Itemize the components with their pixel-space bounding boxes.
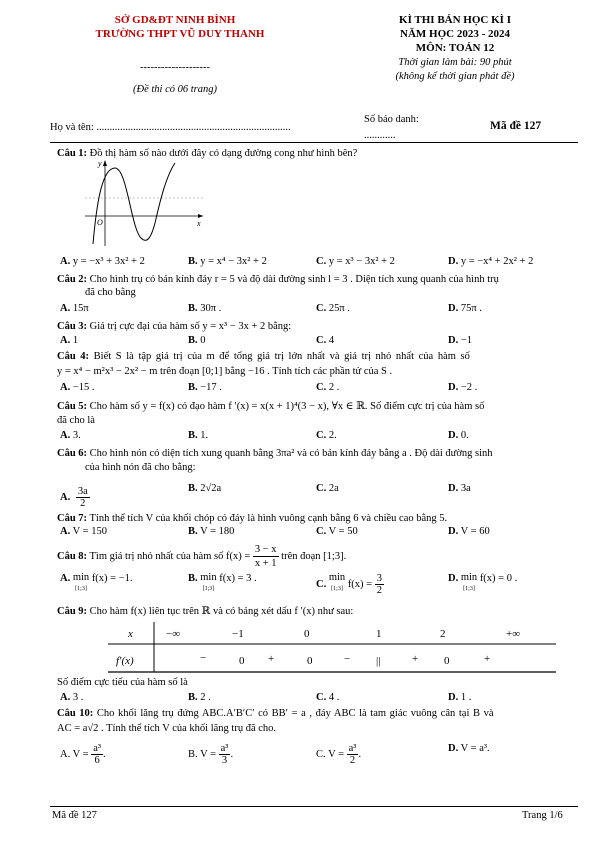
table-x-neg-inf: −∞ xyxy=(166,628,181,640)
min-operator xyxy=(329,573,345,594)
graph-x-label: x xyxy=(197,219,201,228)
question-6-cont: của hình nón đã cho bằng: xyxy=(85,462,196,473)
q10-option-c[interactable]: C. V = $\frac{\text{a³}}{2}$ . xyxy=(316,743,362,766)
question-2 xyxy=(57,273,577,286)
q1-graph xyxy=(85,158,205,248)
pages-note: (Đề thi có 06 trang) xyxy=(133,84,217,95)
question-5 xyxy=(57,400,577,413)
q6-option-a[interactable] xyxy=(60,486,90,509)
q2-option-a[interactable]: A. 15π xyxy=(60,303,89,314)
question-label: Câu 4: xyxy=(57,351,90,362)
question-label: Câu 7: xyxy=(57,513,88,524)
question-label: Câu 3: xyxy=(57,321,88,332)
option-letter: B. xyxy=(188,430,198,441)
q6-option-d[interactable]: D. 3a xyxy=(448,483,471,494)
option-letter: A. xyxy=(60,573,71,584)
option-letter: C. xyxy=(316,692,327,703)
q5-option-a[interactable]: A. 3. xyxy=(60,430,81,441)
min-word: min xyxy=(200,572,217,583)
q4-option-d[interactable]: D. −2 . xyxy=(448,382,478,393)
question-text: Cho hình nón có diện tích xung quanh bằng 3πa² và có bán kính đáy bằng a . Độ dài đường sinh xyxy=(87,448,493,459)
option-letter: D. xyxy=(448,256,459,267)
fraction xyxy=(76,486,90,509)
question-text: Cho khối lăng trụ đứng ABC.A′B′C′ có BB′ = a , đáy ABC là tam giác vuông cân tại B và xyxy=(93,708,494,719)
q9-option-c[interactable]: C. 4 . xyxy=(316,692,340,703)
exam-time: Thời gian làm bài: 90 phút xyxy=(398,57,512,68)
option-letter: B. xyxy=(188,483,198,494)
fraction xyxy=(219,743,231,766)
q4-option-c[interactable]: C. 2 . xyxy=(316,382,340,393)
fraction xyxy=(91,743,103,766)
school-name: TRƯỜNG THPT VŨ DUY THANH xyxy=(95,28,265,40)
min-interval: [1;3] xyxy=(75,586,87,592)
fraction-numerator: a³ xyxy=(93,743,102,754)
option-letter: B. xyxy=(188,382,198,393)
option-letter: A. xyxy=(60,526,71,537)
min-interval: [1;3] xyxy=(331,586,343,592)
sign-2: 0 xyxy=(239,655,245,667)
sign-8: 0 xyxy=(444,655,450,667)
option-letter: C. xyxy=(316,483,327,494)
question-label: Câu 9: xyxy=(57,606,88,617)
q8-option-b[interactable] xyxy=(188,573,257,594)
option-letter: A. xyxy=(60,335,71,346)
option-letter: B. xyxy=(188,526,198,537)
option-letter: D. xyxy=(448,573,459,584)
min-word: min xyxy=(328,572,346,583)
option-text: C. V = xyxy=(316,748,345,760)
fraction-numerator: 3a xyxy=(77,486,88,497)
option-letter: D. xyxy=(448,692,459,703)
question-6 xyxy=(57,447,577,460)
question-10-cont: AC = a√2 . Tính thể tích V của khối lăng trụ đã cho. xyxy=(57,723,277,734)
sign-3: + xyxy=(268,653,275,665)
fraction-denominator: 3 xyxy=(221,755,228,766)
option-letter: C. xyxy=(316,256,327,267)
exam-code: Mã đề 127 xyxy=(490,120,542,132)
question-label: Câu 6: xyxy=(57,448,88,459)
footer-divider xyxy=(50,806,578,807)
question-text-after: trên đoạn [1;3]. xyxy=(278,550,347,562)
min-word: min xyxy=(72,572,90,583)
min-operator xyxy=(73,573,89,594)
option-letter: B. xyxy=(188,692,198,703)
q7-option-d[interactable]: D. V = 60 xyxy=(448,526,490,537)
option-letter: A. xyxy=(60,382,71,393)
q3-option-a[interactable]: A. 1 xyxy=(60,335,79,346)
option-letter: C. xyxy=(316,382,327,393)
option-letter: A. xyxy=(60,256,71,267)
q9-option-a[interactable]: A. 3 . xyxy=(60,692,84,703)
q5-option-c[interactable]: C. 2. xyxy=(316,430,337,441)
fraction-denominator: 2 xyxy=(376,585,382,596)
option-value: f(x) = 0 . xyxy=(477,573,518,584)
q3-option-d[interactable]: D. −1 xyxy=(448,335,473,346)
q3-option-c[interactable]: C. 4 xyxy=(316,335,335,346)
footer-exam-code: Mã đề 127 xyxy=(52,810,97,821)
option-letter: B. xyxy=(188,303,198,314)
footer-page-number: Trang 1/6 xyxy=(522,810,563,821)
option-letter: D. xyxy=(448,335,459,346)
fraction-denominator: 6 xyxy=(94,755,100,766)
q9-option-d[interactable]: D. 1 . xyxy=(448,692,472,703)
sign-1: − xyxy=(200,652,207,664)
q6-option-c[interactable]: C. 2a xyxy=(316,483,339,494)
department-name: SỞ GD&ĐT NINH BÌNH xyxy=(114,14,236,26)
min-interval: [1;3] xyxy=(202,586,215,592)
option-letter: D. xyxy=(448,303,459,314)
fraction-numerator: a³ xyxy=(348,743,357,754)
q2-option-c[interactable]: C. 25π . xyxy=(316,303,350,314)
min-operator xyxy=(200,573,216,594)
sign-table xyxy=(108,622,558,674)
sign-5: − xyxy=(344,653,351,665)
question-text: Cho hình trụ có bán kính đáy r = 5 và độ dài đường sinh l = 3 . Diện tích xung quanh của hình trụ xyxy=(87,274,499,285)
option-text: A. V = xyxy=(60,748,89,760)
option-letter: C. xyxy=(316,578,327,590)
q7-option-c[interactable]: C. V = 50 xyxy=(316,526,358,537)
q10-option-d[interactable]: D. V = a³. xyxy=(448,743,490,754)
question-label: Câu 1: xyxy=(57,148,88,159)
time-note: (không kể thời gian phát đề) xyxy=(395,71,515,82)
min-word: min xyxy=(460,572,478,583)
option-letter: D. xyxy=(448,382,459,393)
name-dots: .......................................................................... xyxy=(96,122,291,133)
question-text: Tính thể tích V của khối chóp có đáy là hình vuông cạnh bằng 6 và chiều cao bằng 5. xyxy=(87,513,448,524)
option-value: f(x) = xyxy=(345,578,373,590)
q3-option-b[interactable]: B. 0 xyxy=(188,335,206,346)
question-5-cont: đã cho là xyxy=(57,415,95,426)
q6-option-b[interactable]: B. 2√2a xyxy=(188,483,222,494)
option-letter: A. xyxy=(60,692,71,703)
option-letter: B. xyxy=(188,573,198,584)
school-year: NĂM HỌC 2023 - 2024 xyxy=(400,28,510,40)
header-dashes: -------------------- xyxy=(140,62,210,73)
question-text: Giá trị cực đại của hàm số y = x³ − 3x + 2 bằng: xyxy=(87,321,292,332)
exam-title: KÌ THI BÁN HỌC KÌ I xyxy=(399,14,511,26)
question-2-cont: đã cho bằng xyxy=(85,287,136,298)
min-interval: [1;3] xyxy=(463,586,475,592)
table-x-pos-inf: +∞ xyxy=(506,628,521,640)
option-letter: A. xyxy=(60,303,71,314)
student-name-field xyxy=(50,122,291,133)
q10-option-b[interactable]: B. V = $\frac{\text{a³}}{3}$ . xyxy=(188,743,234,766)
fraction-numerator: 3 − x xyxy=(254,544,277,555)
q4-option-a[interactable]: A. −15 . xyxy=(60,382,95,393)
name-label: Họ và tên: xyxy=(50,122,97,133)
option-letter: D. xyxy=(448,430,459,441)
graph-y-label: y xyxy=(98,159,102,168)
question-text: Tìm giá trị nhỏ nhất của hàm số f(x) = xyxy=(87,550,251,562)
question-label: Câu 2: xyxy=(57,274,88,285)
option-letter: B. xyxy=(188,335,198,346)
question-text: Đồ thị hàm số nào dưới đây có dạng đường cong như hình bên? xyxy=(87,148,358,159)
question-4-cont: y = x⁴ − m²x³ − 2x² − m trên đoạn [0;1] bằng −16 . Tính tích các phần tử của S . xyxy=(57,366,393,377)
fraction-numerator: a³ xyxy=(220,743,229,754)
option-letter: C. xyxy=(316,526,327,537)
fraction xyxy=(375,573,384,596)
q1-option-b[interactable]: B. y = x⁴ − 3x² + 2 xyxy=(188,256,267,267)
q8-option-a[interactable] xyxy=(60,573,133,594)
question-label: Câu 8: xyxy=(57,550,88,562)
fraction-numerator: 3 xyxy=(376,573,382,584)
fraction xyxy=(347,743,359,766)
question-4 xyxy=(57,350,577,363)
fraction xyxy=(253,543,279,570)
table-x-0: 0 xyxy=(304,628,310,640)
fraction-denominator: 2 xyxy=(80,498,86,509)
question-9-cont: Số điểm cực tiểu của hàm số là xyxy=(57,677,188,688)
q2-option-d[interactable]: D. 75π . xyxy=(448,303,482,314)
question-text: Cho hàm f(x) liên tục trên ℝ và có bảng xét dấu f ′(x) như sau: xyxy=(87,606,354,617)
question-label: Câu 10: xyxy=(57,708,94,719)
subject: MÔN: TOÁN 12 xyxy=(415,42,495,54)
question-7 xyxy=(57,512,577,525)
option-value: f(x) = 3 . xyxy=(216,573,257,584)
question-text: Cho hàm số y = f(x) có đạo hàm f ′(x) = x(x + 1)⁴(3 − x), ∀x ∈ ℝ. Số điểm cực trị của hàm số xyxy=(87,401,485,412)
table-x-1: 1 xyxy=(376,628,382,640)
option-text: B. V = xyxy=(188,748,217,760)
header-divider xyxy=(50,142,578,143)
q5-option-b[interactable]: B. 1. xyxy=(188,430,209,441)
q7-option-a[interactable]: A. V = 150 xyxy=(60,526,107,537)
option-letter: D. xyxy=(448,483,459,494)
sbd-dots: ............ xyxy=(364,130,396,141)
option-letter: A. xyxy=(60,430,71,441)
q5-option-d[interactable]: D. 0. xyxy=(448,430,469,441)
q8-option-d[interactable] xyxy=(448,573,517,594)
q1-option-d[interactable]: D. y = −x⁴ + 2x² + 2 xyxy=(448,256,534,267)
sign-9: + xyxy=(484,653,491,665)
question-label: Câu 5: xyxy=(57,401,88,412)
graph-origin-label: O xyxy=(97,218,103,227)
question-3 xyxy=(57,320,577,333)
q2-option-b[interactable]: B. 30π . xyxy=(188,303,222,314)
q7-option-b[interactable]: B. V = 180 xyxy=(188,526,235,537)
table-x-label: x xyxy=(128,628,133,640)
option-letter: C. xyxy=(316,430,327,441)
sign-6: || xyxy=(376,655,381,667)
option-letter: A. xyxy=(60,491,71,503)
q4-option-b[interactable]: B. −17 . xyxy=(188,382,222,393)
q9-option-b[interactable]: B. 2 . xyxy=(188,692,211,703)
min-operator xyxy=(461,573,477,594)
fraction-denominator: x + 1 xyxy=(254,558,277,569)
sign-7: + xyxy=(412,653,419,665)
fraction-denominator: 2 xyxy=(349,755,356,766)
option-letter: D. xyxy=(448,526,459,537)
q10-option-a[interactable]: A. V = $\frac{\text{a³}}{6}$ . xyxy=(60,743,106,766)
table-x-neg1: −1 xyxy=(232,628,244,640)
q1-option-a[interactable]: A. y = −x³ + 3x² + 2 xyxy=(60,256,145,267)
question-9 xyxy=(57,605,577,618)
option-letter: C. xyxy=(316,335,327,346)
sign-4: 0 xyxy=(307,655,313,667)
q1-option-c[interactable]: C. y = x³ − 3x² + 2 xyxy=(316,256,395,267)
option-letter: C. xyxy=(316,303,327,314)
question-text: Biết S là tập giá trị của m để tổng giá trị lớn nhất và giá trị nhỏ nhất của hàm số xyxy=(89,351,470,362)
q8-option-c[interactable] xyxy=(316,573,384,596)
table-fprime-label: f′(x) xyxy=(116,655,134,667)
question-10 xyxy=(57,707,577,720)
option-value: f(x) = −1. xyxy=(89,573,133,584)
table-x-2: 2 xyxy=(440,628,446,640)
sbd-label: Số báo danh: xyxy=(364,114,419,125)
option-letter: B. xyxy=(188,256,198,267)
option-letter: D. xyxy=(448,743,459,754)
question-8 xyxy=(57,543,577,570)
